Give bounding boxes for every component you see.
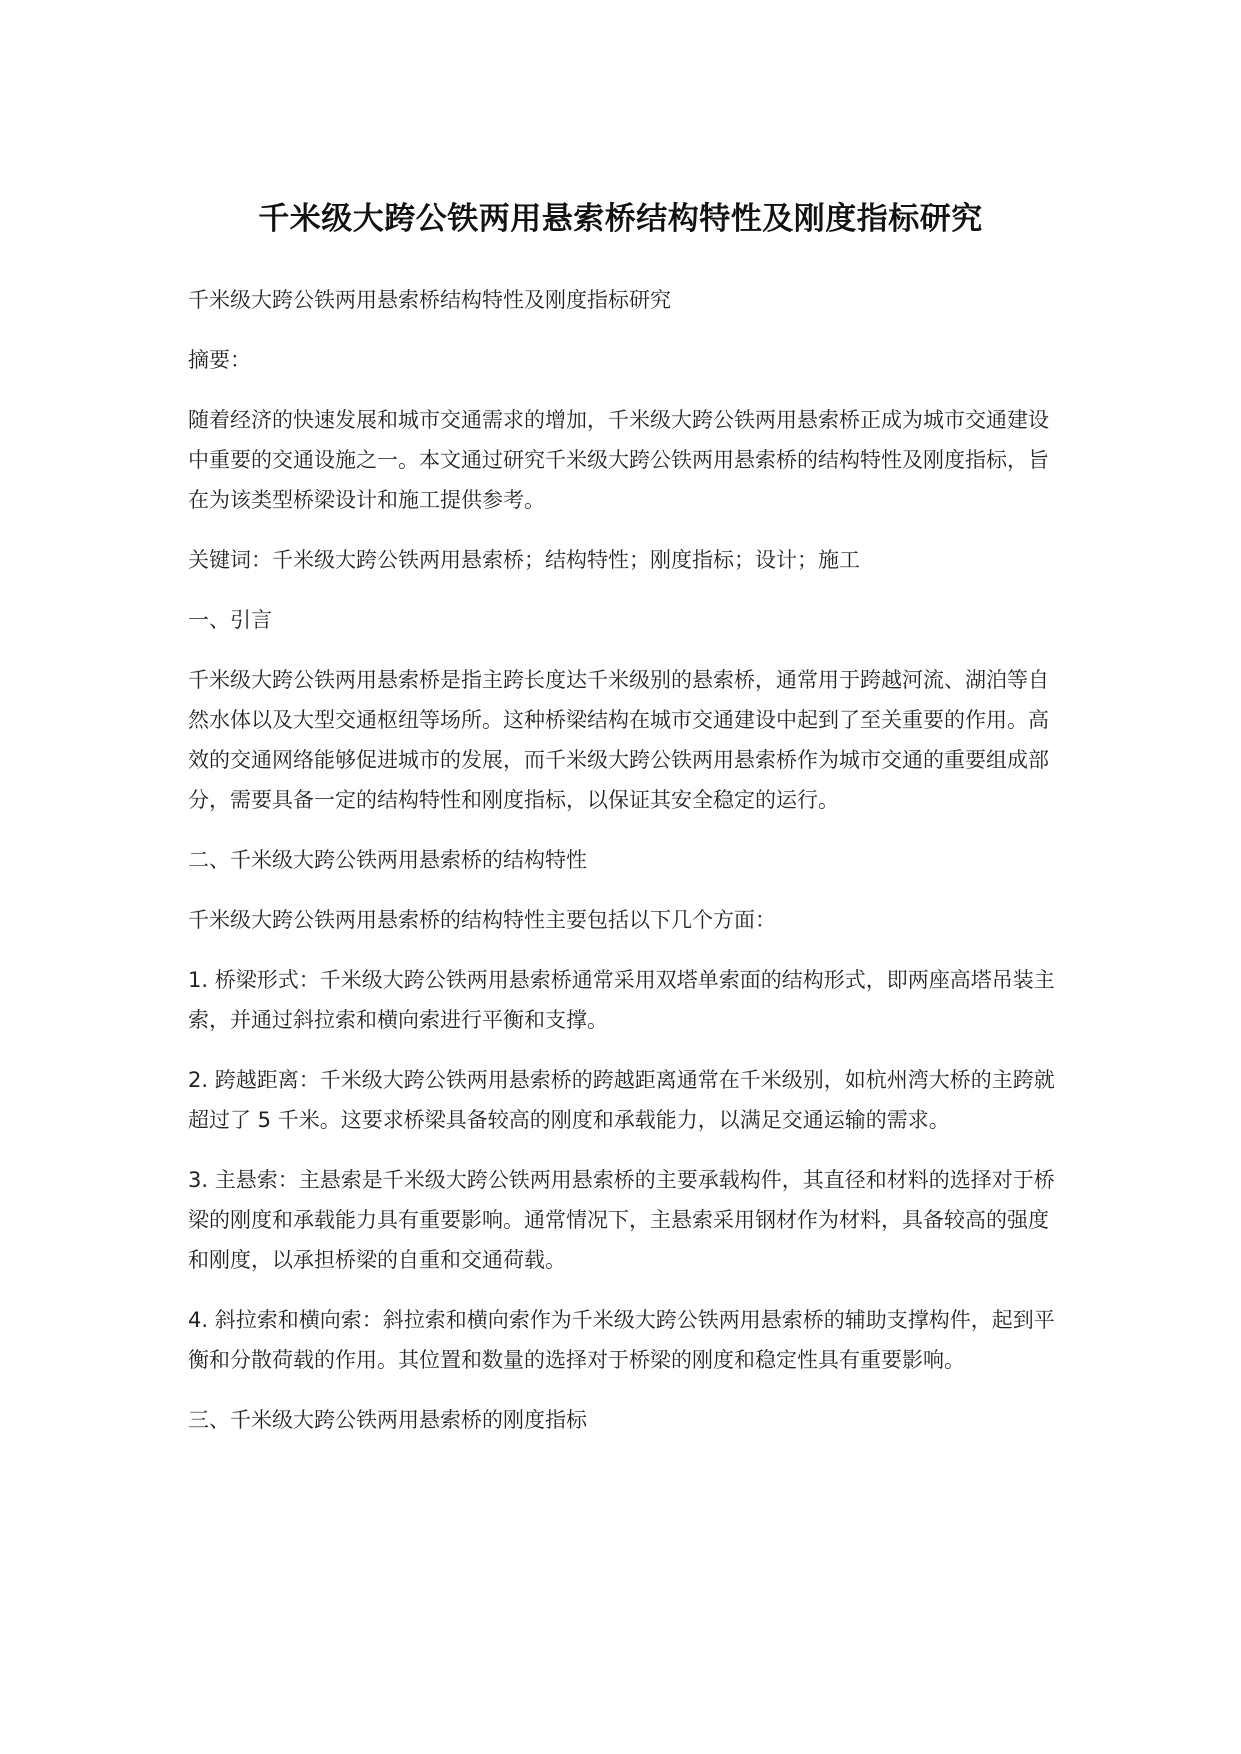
paragraph-abstract: 随着经济的快速发展和城市交通需求的增加，千米级大跨公铁两用悬索桥正成为城市交通建设中重要的交通设施之一。本文通过研究千米级大跨公铁两用悬索桥的结构特性及刚度指标，旨在为该类型桥梁设计和施工提供参考。 — [188, 408, 1049, 512]
document-body — [188, 280, 1068, 1460]
list-item-bridge-form: 1. 桥梁形式：千米级大跨公铁两用悬索桥通常采用双塔单索面的结构形式，即两座高塔吊装主索，并通过斜拉索和横向索进行平衡和支撑。 — [188, 968, 1055, 1032]
list-item-span-distance: 2. 跨越距离：千米级大跨公铁两用悬索桥的跨越距离通常在千米级别，如杭州湾大桥的主跨就超过了 5 千米。这要求桥梁具备较高的刚度和承载能力，以满足交通运输的需求。 — [188, 1068, 1055, 1132]
section-heading-structural-characteristics: 二、千米级大跨公铁两用悬索桥的结构特性 — [188, 848, 587, 872]
paragraph-structure-intro: 千米级大跨公铁两用悬索桥的结构特性主要包括以下几个方面： — [188, 908, 776, 932]
section-heading-introduction: 一、引言 — [188, 608, 272, 632]
paragraph-abstract-heading: 摘要： — [188, 348, 251, 372]
paragraph-subtitle: 千米级大跨公铁两用悬索桥结构特性及刚度指标研究 — [188, 288, 671, 312]
list-item-stay-cables: 4. 斜拉索和横向索：斜拉索和横向索作为千米级大跨公铁两用悬索桥的辅助支撑构件，起到平衡和分散荷载的作用。其位置和数量的选择对于桥梁的刚度和稳定性具有重要影响。 — [188, 1308, 1055, 1372]
paragraph-introduction: 千米级大跨公铁两用悬索桥是指主跨长度达千米级别的悬索桥，通常用于跨越河流、湖泊等自然水体以及大型交通枢纽等场所。这种桥梁结构在城市交通建设中起到了至关重要的作用。高效的交通网络能够促进城市的发展，而千米级大跨公铁两用悬索桥作为城市交通的重要组成部分，需要具备一定的结构特性和刚度指标，以保证其安全稳定的运行。 — [188, 668, 1049, 812]
section-heading-stiffness-indicators: 三、千米级大跨公铁两用悬索桥的刚度指标 — [188, 1408, 587, 1432]
document-title: 千米级大跨公铁两用悬索桥结构特性及刚度指标研究 — [258, 200, 983, 237]
paragraph-keywords: 关键词：千米级大跨公铁两用悬索桥；结构特性；刚度指标；设计；施工 — [188, 548, 860, 572]
list-item-main-cable: 3. 主悬索：主悬索是千米级大跨公铁两用悬索桥的主要承载构件，其直径和材料的选择对于桥梁的刚度和承载能力具有重要影响。通常情况下，主悬索采用钢材作为材料，具备较高的强度和刚度，以承担桥梁的自重和交通荷载。 — [188, 1168, 1055, 1272]
